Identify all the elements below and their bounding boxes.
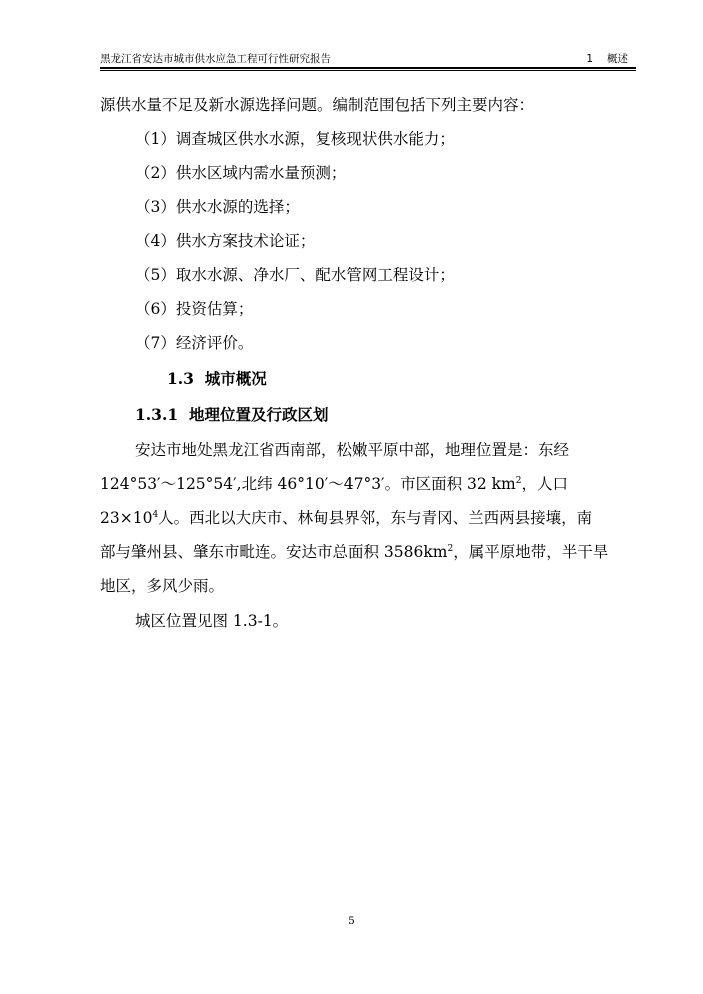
header-chapter-number: 1 <box>586 53 593 65</box>
figure-reference: 城区位置见图 1.3-1。 <box>135 612 289 630</box>
subsection-heading <box>135 405 328 425</box>
header-chapter <box>586 52 628 66</box>
paragraph-line: 安达市地处黑龙江省西南部，松嫩平原中部，地理位置是：东经 <box>135 441 570 459</box>
section-heading <box>167 369 267 389</box>
list-item: （6）投资估算； <box>135 300 254 318</box>
header-chapter-name: 概述 <box>607 53 628 65</box>
page-number: 5 <box>348 915 355 927</box>
paragraph-line: 地区，多风少雨。 <box>100 577 225 595</box>
page-header <box>100 52 636 68</box>
header-rule-thick <box>100 67 636 69</box>
paragraph-line: 124°53′～125°54′,北纬 46°10′～47°3′。市区面积 32 $km^2$，人口 <box>100 475 568 493</box>
section-number: 1.3 <box>167 369 194 388</box>
subsection-number: 1.3.1 <box>135 405 179 424</box>
list-item: （2）供水区域内需水量预测； <box>135 164 347 182</box>
list-item: （4）供水方案技术论证； <box>135 232 316 250</box>
header-rule-thin <box>100 70 636 71</box>
list-item: （7）经济评价。 <box>135 334 254 352</box>
section-title: 城市概况 <box>204 369 267 388</box>
header-title: 黑龙江省安达市城市供水应急工程可行性研究报告 <box>100 53 331 65</box>
list-item: （5）取水水源、净水厂、配水管网工程设计； <box>135 266 455 284</box>
intro-line: 源供水量不足及新水源选择问题。编制范围包括下列主要内容： <box>100 96 535 114</box>
subsection-title: 地理位置及行政区划 <box>188 405 329 424</box>
list-item: （1）调查城区供水水源，复核现状供水能力； <box>135 130 455 148</box>
paragraph-line: $23\times 10^4$人。西北以大庆市、林甸县界邻，东与青冈、兰西两县接壤，南 <box>100 509 593 527</box>
paragraph-line: 部与肇州县、肇东市毗连。安达市总面积 $3586km^2$，属平原地带，半干旱 <box>100 543 609 561</box>
list-item: （3）供水水源的选择； <box>135 198 300 216</box>
